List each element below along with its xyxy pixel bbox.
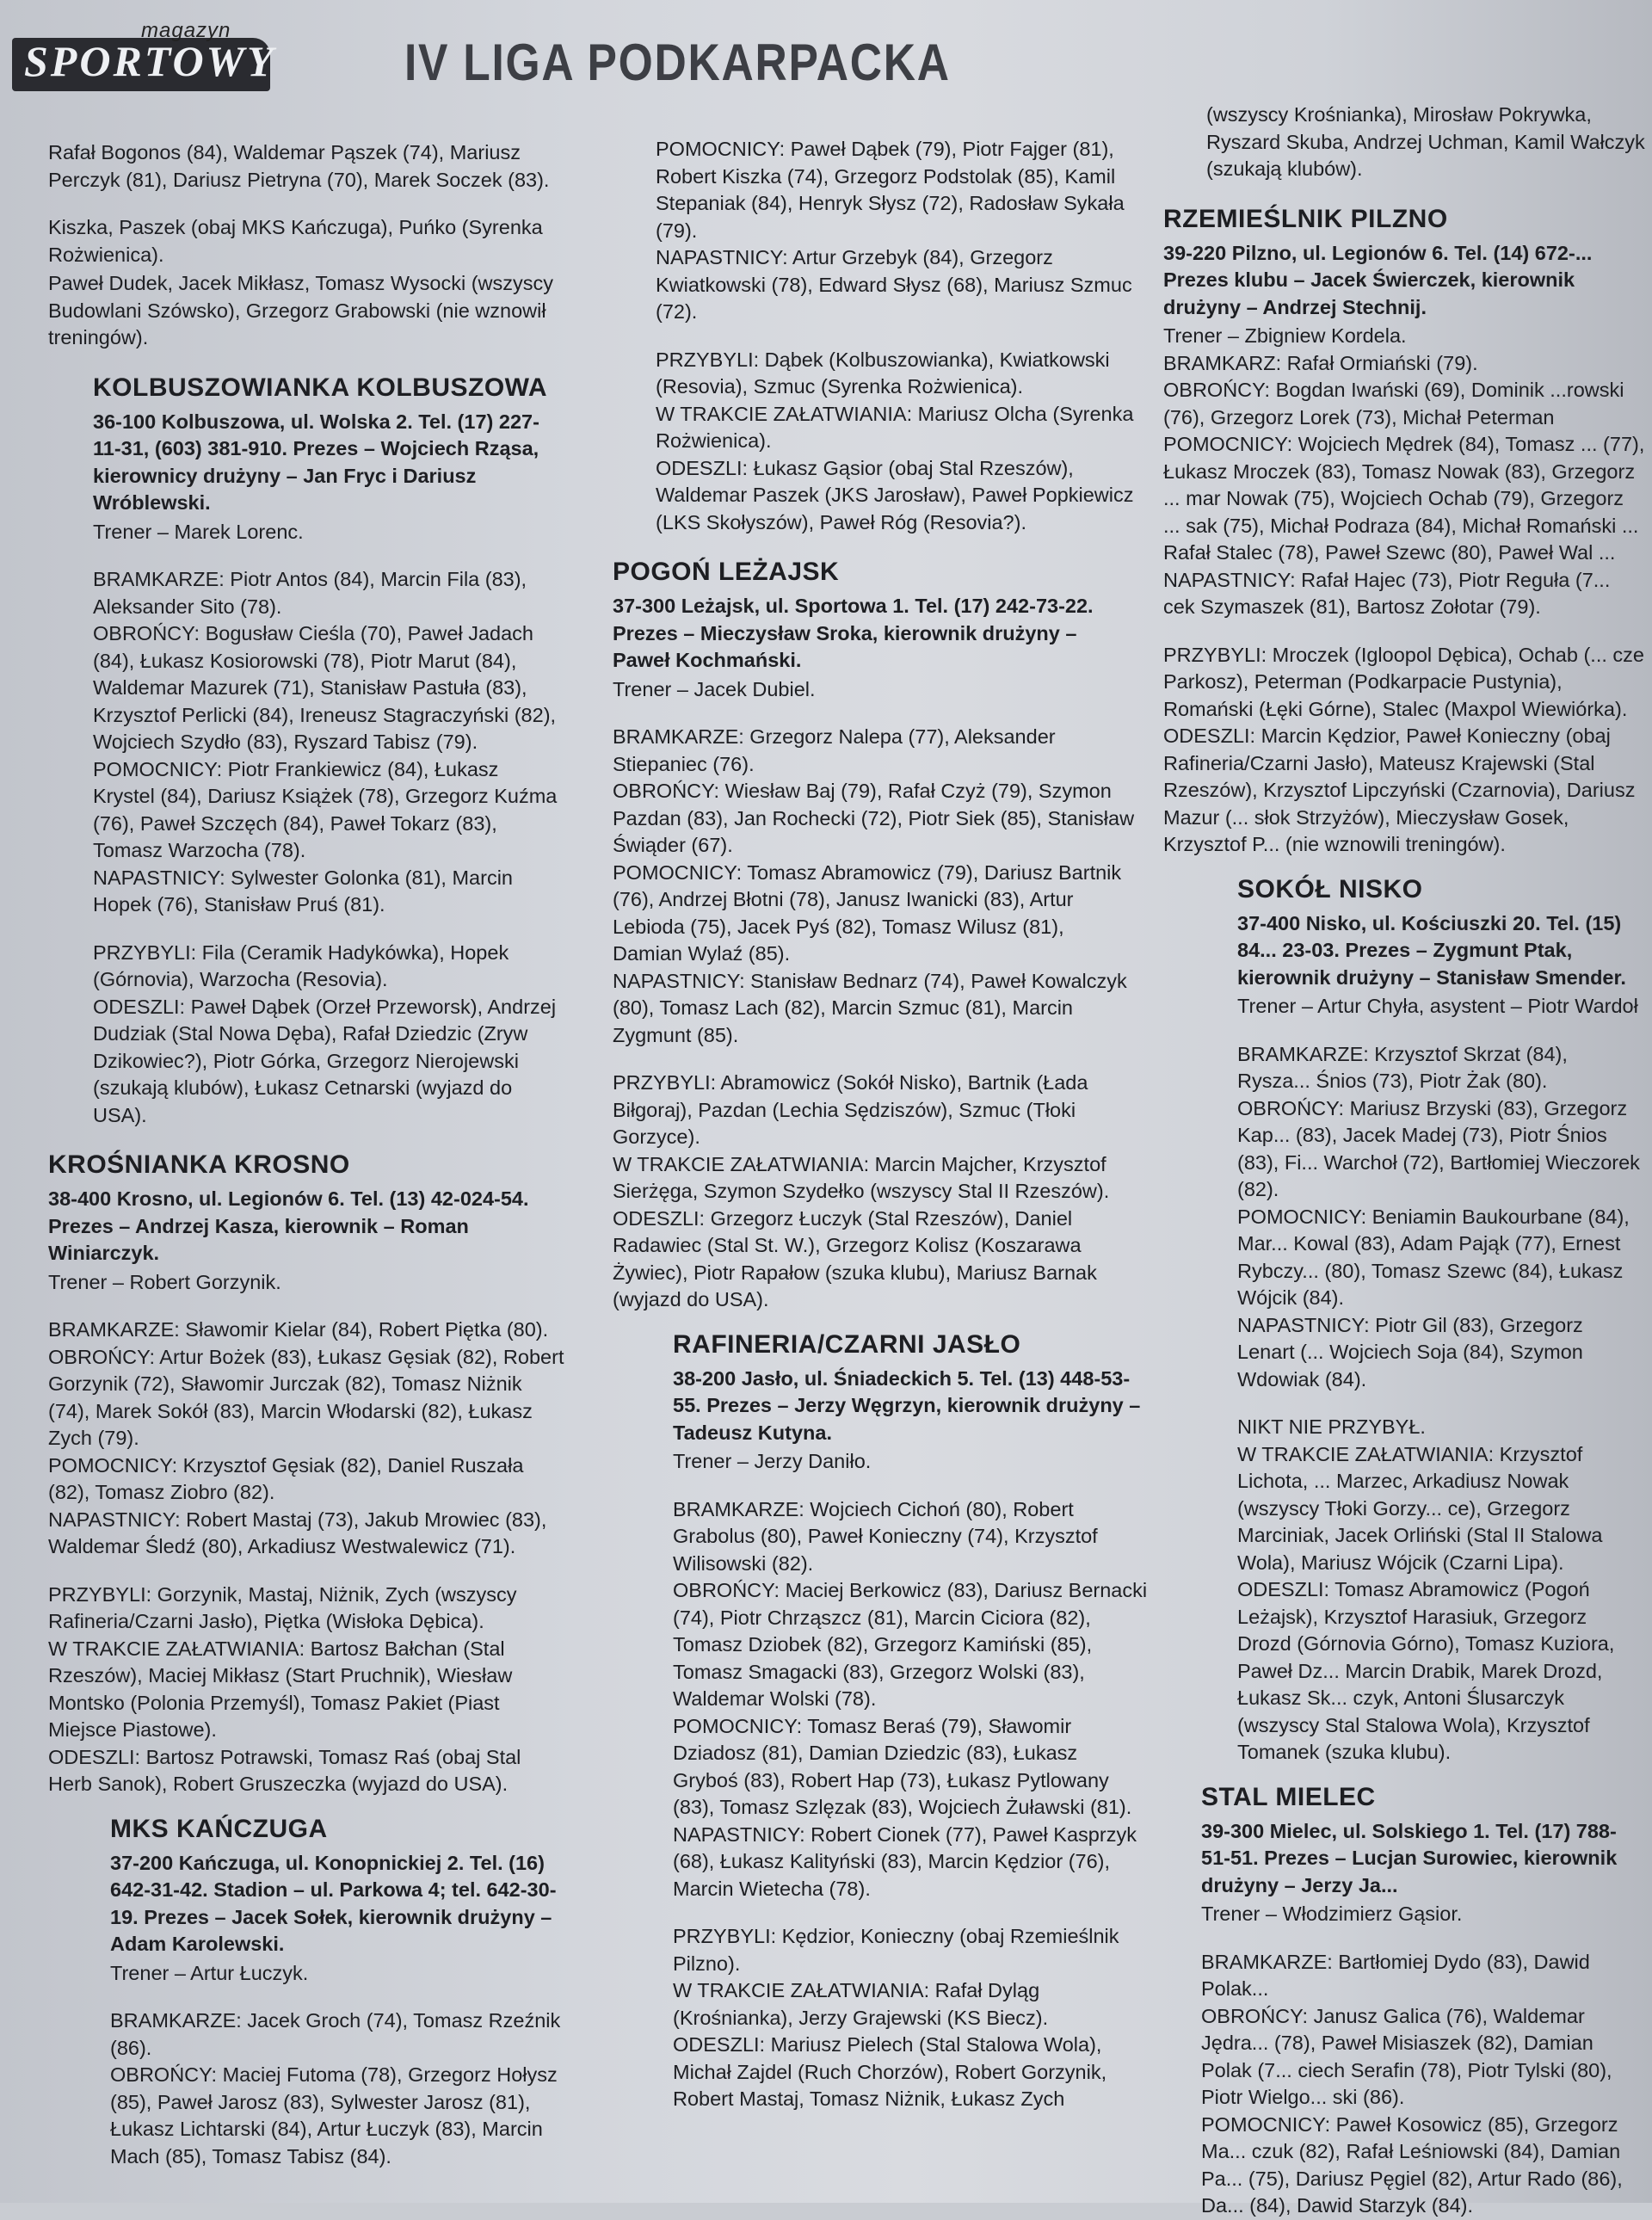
club-trener-rafineria: Trener – Jerzy Daniło. bbox=[673, 1450, 872, 1472]
club-name-pogon: POGOŃ LEŻAJSK bbox=[613, 558, 840, 586]
column-3 bbox=[1163, 102, 1645, 2220]
sokol-bramkarze: BRAMKARZE: Krzysztof Skrzat (84), Rysza... Śnios (73), Piotr Żak (80). bbox=[1237, 1042, 1568, 1092]
mks-bramkarze: BRAMKARZE: Jacek Groch (74), Tomasz Rzeźnik (86). bbox=[110, 2009, 561, 2059]
sokol-nikt: NIKT NIE PRZYBYŁ. bbox=[1237, 1415, 1426, 1438]
pogon-bramkarze: BRAMKARZE: Grzegorz Nalepa (77), Aleksander Stiepaniec (76). bbox=[613, 725, 1056, 775]
raf-przybyli: PRZYBYLI: Kędzior, Konieczny (obaj Rzemieślnik Pilzno). bbox=[673, 1925, 1119, 1975]
cont-trakcie: W TRAKCIE ZAŁATWIANIA: Mariusz Olcha (Syrenka Rożwienica). bbox=[656, 402, 1134, 452]
magazine-logo bbox=[12, 15, 276, 85]
raf-bramkarze: BRAMKARZE: Wojciech Cichoń (80), Robert Grabolus (80), Paweł Konieczny (74), Krzysztof Wilisowski (82). bbox=[673, 1497, 1098, 1575]
kros-obroncy: OBROŃCY: Artur Bożek (83), Łukasz Gęsiak (82), Robert Gorzynik (72), Sławomir Jurczak (82), Tomasz Niżnik (74), Marek Sokół (83), Marcin Włodarski (82), Łukasz Zych (79). bbox=[48, 1345, 564, 1449]
kolb-napastnicy: NAPASTNICY: Sylwester Golonka (81), Marcin Hopek (76), Stanisław Pruś (81). bbox=[93, 866, 513, 916]
pogon-pomocnicy: POMOCNICY: Tomasz Abramowicz (79), Dariusz Bartnik (76), Andrzej Błotni (78), Janusz Iwanicki (83), Artur Lebioda (75), Jacek Pyś (82), Tomasz Wilusz (81), Damian Wylaź (85). bbox=[613, 860, 1122, 965]
club-name-kolbuszowianka: KOLBUSZOWIANKA KOLBUSZOWA bbox=[93, 373, 548, 402]
raf-obroncy: OBROŃCY: Maciej Berkowicz (83), Dariusz Bernacki (74), Piotr Chrząszcz (81), Marcin Ciciora (82), Tomasz Dziobek (82), Grzegorz Kamiński (85), Tomasz Smagacki (83), Grzegorz Wolski (83), Waldemar Wolski (78). bbox=[673, 1579, 1148, 1710]
pogon-obroncy: OBROŃCY: Wiesław Baj (79), Rafał Czyż (79), Szymon Pazdan (83), Jan Rochecki (72), Piotr Siek (85), Stanisław Świąder (67). bbox=[613, 780, 1135, 856]
intro-przybyli: Kiszka, Paszek (obaj MKS Kańczuga), Puńko (Syrenka Rożwienica). bbox=[48, 216, 543, 266]
sokol-odeszli: ODESZLI: Tomasz Abramowicz (Pogoń Leżajsk), Krzysztof Harasiuk, Grzegorz Drozd (Górnovia Górno), Tomasz Kuziora, Paweł Dz... Marcin Drabik, Marek Drozd, Łukasz Sk... czyk, Antoni Ślusarczyk (wszyscy Stal Stalowa Wola), Krzysztof Tomanek (szuka klubu). bbox=[1237, 1578, 1615, 1763]
kros-trakcie: W TRAKCIE ZAŁATWIANIA: Bartosz Bałchan (Stal Rzeszów), Maciej Mikłasz (Start Pruchnik), Wiesław Montsko (Polonia Przemyśl), Tomasz Pakiet (Piast Miejsce Piastowe). bbox=[48, 1637, 513, 1741]
raf-trakcie: W TRAKCIE ZAŁATWIANIA: Rafał Dyląg (Krośnianka), Jerzy Grajewski (KS Biecz). bbox=[673, 1979, 1049, 2029]
cont-przybyli: PRZYBYLI: Dąbek (Kolbuszowianka), Kwiatkowski (Resovia), Szmuc (Syrenka Rożwienica). bbox=[656, 348, 1110, 398]
club-info-stal-mielec: 39-300 Mielec, ul. Solskiego 1. Tel. (17) 788-51-51. Prezes – Lucjan Surowiec, kierownik drużyny – Jerzy Ja... bbox=[1201, 1819, 1618, 1896]
club-trener-mks-kanczuga: Trener – Artur Łuczyk. bbox=[110, 1961, 309, 1984]
raf-napastnicy: NAPASTNICY: Robert Cionek (77), Paweł Kasprzyk (68), Łukasz Kalityński (83), Marcin Kędzior (76), Marcin Wietecha (78). bbox=[673, 1822, 1137, 1900]
cont-napastnicy: NAPASTNICY: Artur Grzebyk (84), Grzegorz Kwiatkowski (78), Edward Słysz (68), Mariusz Szmuc (72). bbox=[656, 246, 1132, 323]
rzem-bramkarz: BRAMKARZ: Rafał Ormiański (79). bbox=[1163, 351, 1478, 374]
kros-pomocnicy: POMOCNICY: Krzysztof Gęsiak (82), Daniel Ruszała (82), Tomasz Ziobro (82). bbox=[48, 1453, 524, 1503]
club-name-sokol: SOKÓŁ NISKO bbox=[1237, 874, 1423, 903]
club-trener-pogon: Trener – Jacek Dubiel. bbox=[613, 677, 816, 700]
kolb-pomocnicy: POMOCNICY: Piotr Frankiewicz (84), Łukasz Krystel (84), Dariusz Książek (78), Grzegorz Kuźma (76), Paweł Szczęch (84), Paweł Tokarz (83), Tomasz Warzocha (78). bbox=[93, 757, 558, 861]
kolb-bramkarze: BRAMKARZE: Piotr Antos (84), Marcin Fila (83), Aleksander Sito (78). bbox=[93, 568, 527, 618]
club-trener-kolbuszowianka: Trener – Marek Lorenc. bbox=[93, 520, 304, 543]
rzem-napastnicy: NAPASTNICY: Rafał Hajec (73), Piotr Reguła (7... cek Szymaszek (81), Bartosz Zołotar (79). bbox=[1163, 568, 1611, 618]
kolb-przybyli: PRZYBYLI: Fila (Ceramik Hadykówka), Hopek (Górnovia), Warzocha (Resovia). bbox=[93, 940, 509, 990]
club-info-kolbuszowianka: 36-100 Kolbuszowa, ul. Wolska 2. Tel. (17) 227-11-31, (603) 381-910. Prezes – Wojciech Rząsa, kierownicy drużyny – Jan Fryc i Dariusz Wróblewski. bbox=[93, 410, 539, 514]
kolb-obroncy: OBROŃCY: Bogusław Cieśla (70), Paweł Jadach (84), Łukasz Kosiorowski (78), Piotr Marut (84), Waldemar Mazurek (71), Stanisław Pastuła (83), Krzysztof Perlicki (84), Ireneusz Stagraczyński (82), Wojciech Szydło (83), Ryszard Tabisz (79). bbox=[93, 622, 557, 753]
sokol-pomocnicy: POMOCNICY: Beniamin Baukourbane (84), Mar... Kowal (83), Adam Pająk (77), Ernest Rybczy... (80), Tomasz Szewc (84), Łukasz Wójcik (84). bbox=[1237, 1205, 1630, 1309]
page-title: IV LIGA PODKARPACKA bbox=[404, 34, 951, 91]
rzem-odeszli: ODESZLI: Marcin Kędzior, Paweł Konieczny (obaj Rafineria/Czarni Jasło), Mateusz Krajewski (Stal Rzeszów), Krzysztof Lipczyński (Czarnovia), Dariusz Mazur (... słok Strzyżów), Mieczysław Gosek, Krzysztof P... (nie wznowili treningów). bbox=[1163, 725, 1636, 855]
club-info-pogon: 37-300 Leżajsk, ul. Sportowa 1. Tel. (17) 242-73-22. Prezes – Mieczysław Sroka, kierownik drużyny – Paweł Kochmański. bbox=[613, 595, 1094, 671]
stal-obroncy: OBROŃCY: Janusz Galica (76), Waldemar Jędra... (78), Paweł Misiaszek (82), Damian Polak (7... ciech Serafin (78), Piotr Tylski (80), Piotr Wielgo... ski (86). bbox=[1201, 2004, 1612, 2108]
club-info-krosnianka: 38-400 Krosno, ul. Legionów 6. Tel. (13) 42-024-54. Prezes – Andrzej Kasza, kierownik – Roman Winiarczyk. bbox=[48, 1187, 529, 1264]
page-header bbox=[0, 0, 1652, 103]
club-info-sokol: 37-400 Nisko, ul. Kościuszki 20. Tel. (15) 84... 23-03. Prezes – Zygmunt Ptak, kierownik drużyny – Stanisław Smender. bbox=[1237, 911, 1626, 989]
kros-przybyli: PRZYBYLI: Gorzynik, Mastaj, Niżnik, Zych (wszyscy Rafineria/Czarni Jasło), Piętka (Wisłoka Dębica). bbox=[48, 1582, 517, 1632]
intro-napastnicy: Rafał Bogonos (84), Waldemar Pąszek (74), Mariusz Perczyk (81), Dariusz Pietryna (70), Marek Soczek (83). bbox=[48, 141, 550, 191]
rzem-obroncy: OBROŃCY: Bogdan Iwański (69), Dominik ...rowski (76), Grzegorz Lorek (73), Michał Peterman bbox=[1163, 379, 1624, 429]
pogon-napastnicy: NAPASTNICY: Stanisław Bednarz (74), Paweł Kowalczyk (80), Tomasz Lach (82), Marcin Szmuc (81), Marcin Zygmunt (85). bbox=[613, 969, 1127, 1046]
col3-cont-top: (wszyscy Krośnianka), Mirosław Pokrywka, Ryszard Skuba, Andrzej Uchman, Kamil Wałczyk (szukają klubów). bbox=[1206, 103, 1645, 180]
logo-sportowy: SPORTOWY bbox=[24, 37, 276, 85]
cont-pomocnicy: POMOCNICY: Paweł Dąbek (79), Piotr Fajger (81), Robert Kiszka (74), Grzegorz Podstolak (85), Kamil Stepaniak (84), Henryk Słysz (72), Radosław Sykała (79). bbox=[656, 138, 1125, 242]
kros-napastnicy: NAPASTNICY: Robert Mastaj (73), Jakub Mrowiec (83), Waldemar Śledź (80), Arkadiusz Westwalewicz (71). bbox=[48, 1508, 547, 1557]
column-1 bbox=[48, 139, 564, 2170]
club-name-rafineria: RAFINERIA/CZARNI JASŁO bbox=[673, 1329, 1021, 1359]
cont-odeszli: ODESZLI: Łukasz Gąsior (obaj Stal Rzeszów), Waldemar Paszek (JKS Jarosław), Paweł Popkiewicz (LKS Skołyszów), Paweł Róg (Resovia?). bbox=[656, 456, 1134, 533]
club-name-stal-mielec: STAL MIELEC bbox=[1201, 1782, 1376, 1811]
mks-obroncy: OBROŃCY: Maciej Futoma (78), Grzegorz Hołysz (85), Paweł Jarosz (83), Sylwester Jarosz (81), Łukasz Lichtarski (84), Artur Łuczyk (83), Marcin Mach (85), Tomasz Tabisz (84). bbox=[110, 2063, 558, 2168]
logo-magazyn: magazyn bbox=[141, 19, 231, 42]
column-2 bbox=[613, 136, 1148, 2113]
club-name-mks-kanczuga: MKS KAŃCZUGA bbox=[110, 1814, 328, 1843]
club-name-krosnianka: KROŚNIANKA KROSNO bbox=[48, 1150, 350, 1179]
club-trener-rzemieslnik: Trener – Zbigniew Kordela. bbox=[1163, 324, 1407, 347]
club-info-mks-kanczuga: 37-200 Kańczuga, ul. Konopnickiej 2. Tel. (16) 642-31-42. Stadion – ul. Parkowa 4; tel. 642-30-19. Prezes – Jacek Sołek, kierownik drużyny – Adam Karolewski. bbox=[110, 1851, 557, 1955]
club-name-rzemieslnik: RZEMIEŚLNIK PILZNO bbox=[1163, 204, 1448, 233]
rzem-przybyli: PRZYBYLI: Mroczek (Igloopol Dębica), Ochab (... cze Parkosz), Peterman (Podkarpacie Pustynia), Romański (Łęki Górne), Stalec (Maxpol Wiewiórka). bbox=[1163, 643, 1644, 720]
sokol-trakcie: W TRAKCIE ZAŁATWIANIA: Krzysztof Lichota, ... Marzec, Arkadiusz Nowak (wszyscy Tłoki Gorzy... ce), Grzegorz Marciniak, Jacek Orliński (Stal II Stalowa Wola), Mariusz Wójcik (Czarni Lipa). bbox=[1237, 1442, 1603, 1574]
raf-odeszli: ODESZLI: Mariusz Pielech (Stal Stalowa Wola), Michał Zajdel (Ruch Chorzów), Robert Gorzynik, Robert Mastaj, Tomasz Niżnik, Łukasz Zych bbox=[673, 2033, 1107, 2110]
club-trener-krosnianka: Trener – Robert Gorzynik. bbox=[48, 1270, 281, 1293]
pogon-trakcie: W TRAKCIE ZAŁATWIANIA: Marcin Majcher, Krzysztof Sierżęga, Szymon Szydełko (wszyscy Stal II Rzeszów). bbox=[613, 1152, 1110, 1202]
sokol-napastnicy: NAPASTNICY: Piotr Gil (83), Grzegorz Lenart (... Wojciech Soja (84), Szymon Wdowiak (84). bbox=[1237, 1313, 1583, 1391]
club-info-rzemieslnik: 39-220 Pilzno, ul. Legionów 6. Tel. (14) 672-... Prezes klubu – Jacek Świerczek, kierownik drużyny – Andrzej Stechnij. bbox=[1163, 241, 1593, 318]
kros-odeszli: ODESZLI: Bartosz Potrawski, Tomasz Raś (obaj Stal Herb Sanok), Robert Gruszeczka (wyjazd do USA). bbox=[48, 1745, 521, 1795]
sokol-obroncy: OBROŃCY: Mariusz Brzyski (83), Grzegorz Kap... (83), Jacek Madej (73), Piotr Śnios (83), Fi... Warchoł (72), Bartłomiej Wieczorek (82). bbox=[1237, 1096, 1640, 1200]
club-trener-stal-mielec: Trener – Włodzimierz Gąsior. bbox=[1201, 1902, 1463, 1925]
stal-pomocnicy: POMOCNICY: Paweł Kosowicz (85), Grzegorz Ma... czuk (82), Rafał Leśniowski (84), Damian Pa... (75), Dariusz Pęgiel (82), Artur Rado (86), Da... (84), Dawid Starzyk (84). bbox=[1201, 2112, 1623, 2217]
pogon-odeszli: ODESZLI: Grzegorz Łuczyk (Stal Rzeszów), Daniel Radawiec (Stal St. W.), Grzegorz Kolisz (Koszarawa Żywiec), Piotr Rapałow (szuka klubu), Mariusz Barnak (wyjazd do USA). bbox=[613, 1206, 1097, 1310]
raf-pomocnicy: POMOCNICY: Tomasz Beraś (79), Sławomir Dziadosz (81), Damian Dziedzic (83), Łukasz Gryboś (83), Robert Hap (73), Łukasz Pytlowany (83), Tomasz Szlęzak (83), Wojciech Żuławski (81). bbox=[673, 1714, 1132, 1818]
stal-bramkarze: BRAMKARZE: Bartłomiej Dydo (83), Dawid Polak... bbox=[1201, 1950, 1590, 2000]
pogon-przybyli: PRZYBYLI: Abramowicz (Sokół Nisko), Bartnik (Łada Biłgoraj), Pazdan (Lechia Sędziszów), Szmuc (Tłoki Gorzyce). bbox=[613, 1071, 1088, 1148]
rzem-pomocnicy: POMOCNICY: Wojciech Mędrek (84), Tomasz ... (77), Łukasz Mroczek (83), Tomasz Nowak (83), Grzegorz ... mar Nowak (75), Wojciech Ochab (79), Grzegorz ... sak (75), Michał Podraza (84), Michał Romański ... Rafał Stalec (78), Paweł Szewc (80), Paweł Wal ... bbox=[1163, 433, 1645, 564]
kolb-odeszli: ODESZLI: Paweł Dąbek (Orzeł Przeworsk), Andrzej Dudziak (Stal Nowa Dęba), Rafał Dziedzic (Zryw Dzikowiec?), Piotr Górka, Grzegorz Nierojewski (szukają klubów), Łukasz Cetnarski (wyjazd do USA). bbox=[93, 995, 557, 1126]
kros-bramkarze: BRAMKARZE: Sławomir Kielar (84), Robert Piętka (80). bbox=[48, 1318, 549, 1341]
intro-odeszli: Paweł Dudek, Jacek Mikłasz, Tomasz Wysocki (wszyscy Budowlani Szówsko), Grzegorz Grabowski (nie wznowił treningów). bbox=[48, 272, 553, 348]
club-trener-sokol: Trener – Artur Chyła, asystent – Piotr Wardoł bbox=[1237, 995, 1638, 1017]
club-info-rafineria: 38-200 Jasło, ul. Śniadeckich 5. Tel. (13) 448-53-55. Prezes – Jerzy Węgrzyn, kierownik drużyny – Tadeusz Kutyna. bbox=[673, 1366, 1141, 1444]
